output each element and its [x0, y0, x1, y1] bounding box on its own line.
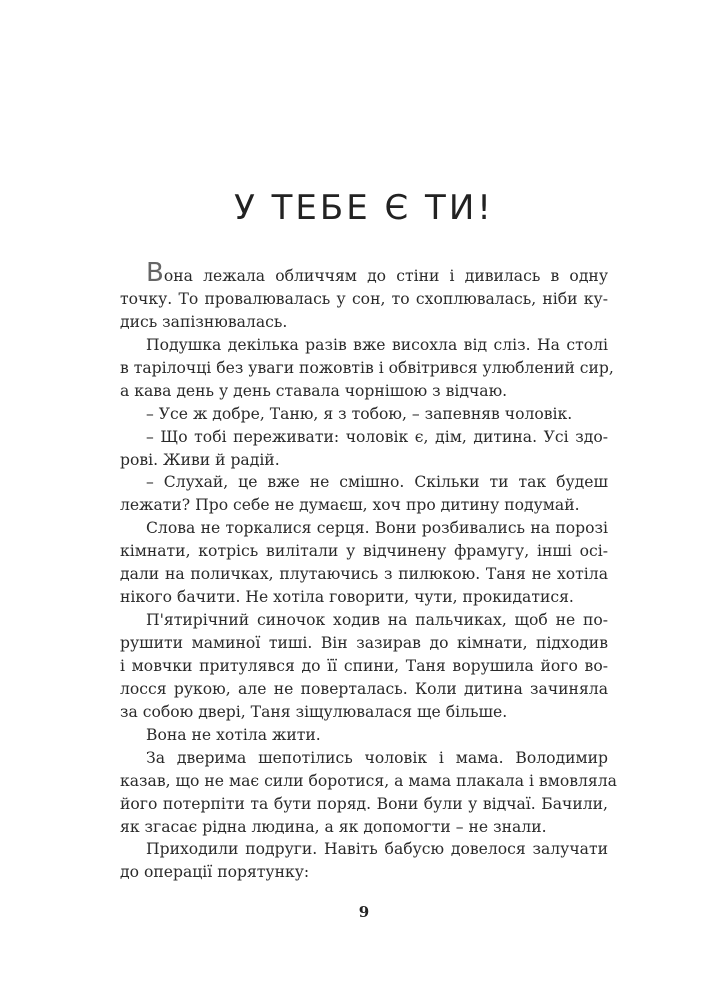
text-line-content: нікого бачити. Не хотіла говорити, чути, прокидатися. [120, 588, 574, 607]
chapter-title: У ТЕБЕ Є ТИ! [234, 187, 494, 228]
text-line-content: до операції порятунку: [120, 863, 310, 882]
text-line [120, 678, 608, 701]
text-line [120, 540, 608, 563]
text-line [120, 288, 608, 311]
text-line-content: як згасає рідна людина, а як допомогти – не знали. [120, 817, 547, 836]
text-line-content: в тарілочці без уваги пожовтів і обвітрився улюблений сир, [120, 358, 614, 377]
text-line-content: казав, що не має сили боротися, а мама плакала і вмовляла [120, 771, 617, 790]
text-line-content: – Слухай, це вже не смішно. Скільки ти так будеш [146, 473, 608, 492]
text-line [120, 770, 617, 793]
text-line [120, 816, 608, 839]
text-line-content: рушити маминої тиші. Він зазирав до кімнати, підходив [120, 634, 608, 652]
text-line [120, 258, 608, 288]
text-line [120, 494, 608, 517]
text-line [120, 793, 608, 816]
text-line [120, 701, 608, 724]
text-line-content: П'ятирічний синочок ходив на пальчиках, щоб не по- [146, 611, 608, 630]
text-line [120, 380, 608, 403]
text-line [120, 403, 608, 426]
page-number: 9 [358, 903, 370, 921]
text-line [120, 838, 608, 861]
text-line [120, 334, 608, 357]
text-line [120, 471, 608, 494]
text-line-content: його потерпіти та бути поряд. Вони були у відчаї. Бачили, [120, 794, 608, 813]
text-line [120, 632, 608, 655]
text-line [120, 357, 614, 380]
text-line-content: і мовчки притулявся до її спини, Таня ворушила його во- [120, 656, 608, 675]
text-line-content: Вона не хотіла жити. [146, 725, 321, 744]
text-line-content: дись запізнювалась. [120, 312, 288, 331]
text-line [120, 747, 608, 770]
text-line [120, 563, 608, 586]
text-line [120, 426, 608, 449]
text-line [120, 724, 608, 747]
text-line-content: – Усе ж добре, Таню, я з тобою, – запевняв чоловік. [146, 404, 573, 423]
text-line-content: Приходили подруги. Навіть бабусю довелося залучати [146, 840, 608, 859]
text-line-content: рові. Живи й радій. [120, 450, 280, 469]
body-text [120, 258, 617, 884]
text-line [120, 449, 608, 472]
text-line-content: лежати? Про себе не думаєш, хоч про дитину подумай. [120, 496, 580, 515]
text-line [120, 861, 608, 884]
text-line-content: она лежала обличчям до стіни і дивилась в одну [163, 267, 608, 285]
drop-cap: В [146, 258, 164, 288]
text-line-content: а кава день у день ставала чорнішою з відчаю. [120, 381, 508, 400]
text-line-content: Слова не торкалися серця. Вони розбивались на порозі [146, 519, 608, 538]
text-line [120, 609, 608, 632]
text-line-content: за собою двері, Таня зіщулювалася ще більше. [120, 702, 508, 721]
text-line [120, 586, 608, 609]
text-line-content: точку. То провалювалась у сон, то схоплювалась, ніби ку- [120, 289, 608, 308]
text-line-content: дали на поличках, плутаючись з пилюкою. Таня не хотіла [120, 565, 608, 584]
text-line-content: кімнати, котрісь вилітали у відчинену фрамугу, інші осі- [120, 542, 608, 561]
text-line-content: За дверима шепотілись чоловік і мама. Володимир [146, 748, 608, 767]
text-line-content: лосся рукою, але не поверталась. Коли дитина зачиняла [120, 679, 608, 698]
text-line [120, 311, 608, 334]
text-line [120, 517, 608, 540]
text-line [120, 655, 608, 678]
text-line-content: – Що тобі переживати: чоловік є, дім, дитина. Усі здо- [146, 427, 608, 446]
text-line-content: Подушка декілька разів вже висохла від сліз. На столі [146, 335, 608, 354]
